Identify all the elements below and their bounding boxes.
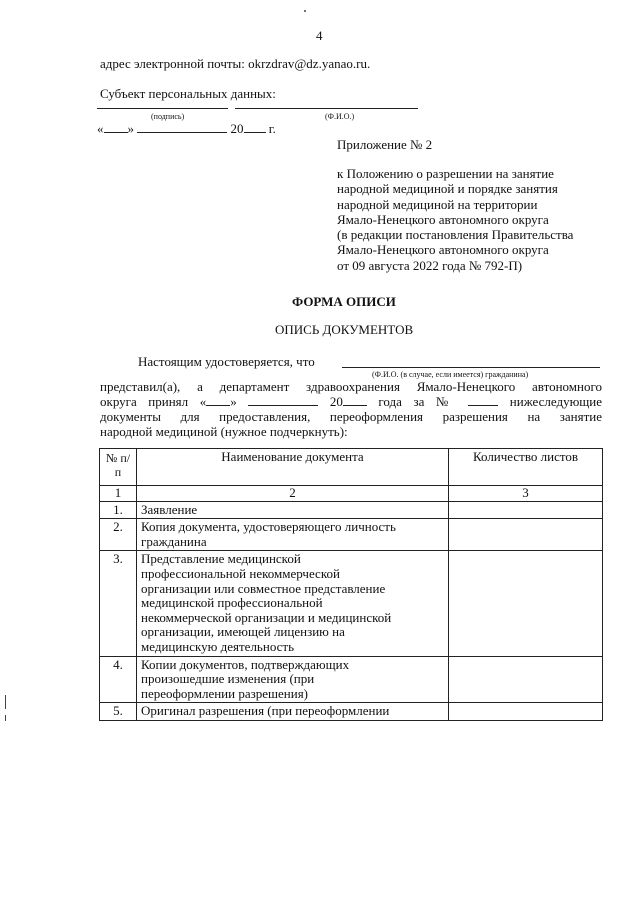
appendix-line: народной медициной и порядке занятия — [337, 181, 558, 197]
row-name-line: медицинской профессиональной — [141, 595, 323, 611]
row-name-line: гражданина — [141, 533, 207, 549]
body-line-2-a: округа принял « — [100, 394, 207, 409]
signature-caption: (подпись) — [151, 112, 185, 121]
header-name: Наименование документа — [137, 449, 449, 486]
body-line-2-c: 20 — [329, 394, 343, 409]
appendix-line: (в редакции постановления Правительства — [337, 227, 574, 243]
table-row — [100, 501, 603, 519]
number-blank — [468, 394, 498, 406]
row-name-line: Оригинал разрешения (при переоформлении — [141, 703, 390, 719]
body-line-2-e: нижеследующие — [509, 394, 603, 409]
appendix-line: Ямало-Ненецкого автономного округа — [337, 211, 549, 227]
row-qty[interactable] — [449, 703, 603, 721]
row-name — [137, 551, 449, 656]
row-num: 3. — [100, 551, 137, 656]
citizen-name-line — [342, 367, 600, 368]
body-paragraph — [100, 379, 602, 439]
page-number: 4 — [316, 28, 323, 43]
documents-table — [99, 448, 603, 721]
table-row — [100, 656, 603, 703]
body-line-2-b: » — [230, 394, 237, 409]
year-blank — [244, 121, 266, 133]
row-num: 2. — [100, 519, 137, 551]
fio-caption: (Ф.И.О.) — [325, 112, 355, 121]
row-name-line: некоммерческой организации и медицинской — [141, 609, 392, 625]
row-name — [137, 703, 449, 721]
index-cell: 3 — [449, 486, 603, 502]
form-title: ФОРМА ОПИСИ — [292, 294, 396, 309]
row-name-line: Копия документа, удостоверяющего личность — [141, 519, 396, 535]
body-line-2 — [100, 394, 602, 409]
inventory-title: ОПИСЬ ДОКУМЕНТОВ — [275, 322, 414, 337]
date-line — [97, 121, 276, 137]
row-name-line: медицинскую деятельность — [141, 638, 295, 654]
signature-line — [97, 108, 228, 109]
scan-dot — [5, 695, 6, 709]
month-blank — [137, 121, 227, 133]
appendix-line: к Положению о разрешении на занятие — [337, 166, 554, 181]
table-row — [100, 519, 603, 551]
year-prefix: 20 — [230, 121, 244, 136]
row-num: 5. — [100, 703, 137, 721]
fio-line — [235, 108, 418, 109]
row-name-line: произошедшие изменения (при — [141, 671, 315, 687]
year-suffix: г. — [268, 121, 276, 136]
appendix-title: Приложение № 2 — [337, 137, 433, 152]
body-line-4: народной медициной (нужное подчеркнуть): — [100, 424, 348, 439]
index-cell: 1 — [100, 486, 137, 502]
row-name-line: Заявление — [141, 501, 198, 517]
row-name — [137, 656, 449, 703]
row-name-line: Представление медицинской — [141, 551, 301, 567]
row-num: 4. — [100, 656, 137, 703]
row-name-line: переоформлении разрешения) — [141, 685, 309, 701]
scan-dot — [304, 10, 306, 12]
appendix-line: от 09 августа 2022 года № 792-П) — [337, 257, 523, 273]
row-qty[interactable] — [449, 501, 603, 519]
row-num: 1. — [100, 501, 137, 519]
row-name-line: организации или совместное представление — [141, 580, 386, 596]
citizen-caption: (Ф.И.О. (в случае, если имеется) гражданина) — [372, 370, 529, 379]
appendix-line: Ямало-Ненецкого автономного округа — [337, 242, 549, 258]
row-qty[interactable] — [449, 656, 603, 703]
index-cell: 2 — [137, 486, 449, 502]
row-name-line: профессиональной некоммерческой — [141, 565, 340, 581]
date-close-quote: » — [127, 121, 134, 136]
body-line-3: документы для предоставления, переоформления разрешения на занятие — [100, 409, 602, 424]
date-open-quote: « — [97, 121, 104, 136]
month-blank-2 — [248, 394, 318, 406]
body-line-1: представил(а), а департамент здравоохранения Ямало-Ненецкого автономного — [100, 379, 602, 394]
table-header-row — [100, 449, 603, 486]
row-qty[interactable] — [449, 519, 603, 551]
body-line-2-d: года за № — [378, 394, 457, 409]
appendix-block — [337, 166, 617, 273]
scan-dot — [5, 715, 6, 721]
table-row — [100, 703, 603, 721]
header-num: № п/п — [100, 449, 137, 486]
certify-text: Настоящим удостоверяется, что — [138, 354, 315, 369]
day-blank-2 — [206, 394, 230, 406]
row-name — [137, 501, 449, 519]
table-row — [100, 551, 603, 656]
row-name — [137, 519, 449, 551]
header-qty: Количество листов — [449, 449, 603, 486]
row-name-line: Копии документов, подтверждающих — [141, 656, 350, 672]
table-index-row — [100, 486, 603, 502]
row-name-line: организации, имеющей лицензию на — [141, 624, 345, 640]
appendix-line: народной медициной на территории — [337, 196, 538, 212]
subject-label: Субъект персональных данных: — [100, 86, 276, 101]
row-qty[interactable] — [449, 551, 603, 656]
year-blank-2 — [343, 394, 367, 406]
email-line: адрес электронной почты: okrzdrav@dz.yanao.ru. — [100, 56, 371, 71]
day-blank — [104, 121, 128, 133]
